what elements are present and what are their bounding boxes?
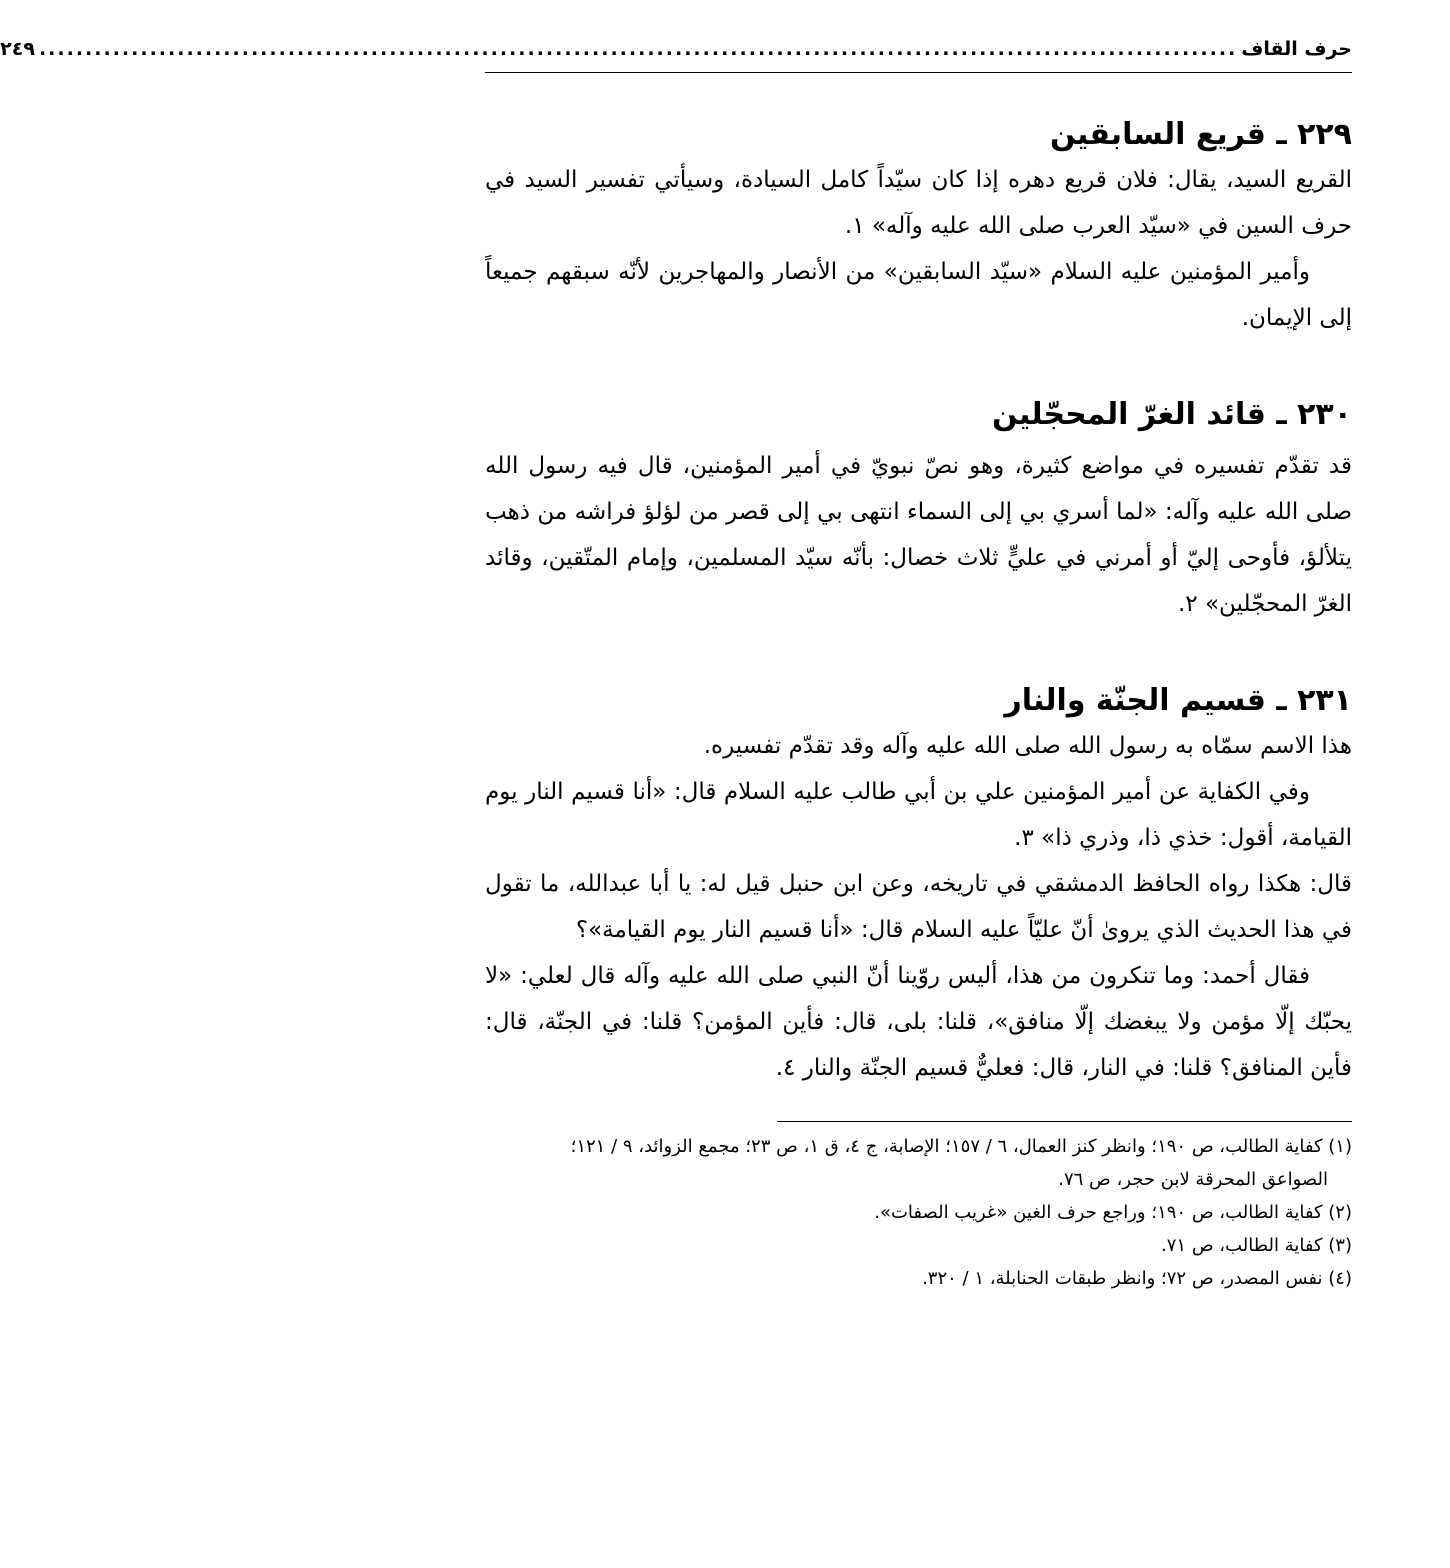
page-number: ٢٤٩ bbox=[0, 38, 35, 60]
footnote-separator bbox=[777, 1121, 1352, 1122]
footnote: (١) كفاية الطالب، ص ١٩٠؛ وانظر كنز العمال، ٦ / ١٥٧؛ الإصابة، ج ٤، ق ١، ص ٢٣؛ مجمع الزوائد، ٩ / ١٢١؛ bbox=[570, 1136, 1352, 1157]
entry-229 bbox=[485, 113, 1352, 341]
footnote: الصواعق المحرقة لابن حجر، ص ٧٦. bbox=[1058, 1169, 1328, 1190]
header-leader-dots: .................................................................................................................................. bbox=[38, 38, 1238, 60]
footnote: (٣) كفاية الطالب، ص ٧١. bbox=[1161, 1235, 1352, 1256]
footnote: (٤) نفس المصدر، ص ٧٢؛ وانظر طبقات الحنابلة، ١ / ٣٢٠. bbox=[922, 1268, 1352, 1289]
paragraph: القريع السيد، يقال: فلان قريع دهره إذا كان سيّداً كامل السيادة، وسيأتي تفسير السيد في حرف السين في «سيّد العرب صلى الله عليه وآله» ١. bbox=[485, 167, 1352, 239]
paragraph: قال: هكذا رواه الحافظ الدمشقي في تاريخه، وعن ابن حنبل قيل له: يا أبا عبدالله، ما تقول في هذا الحديث الذي يروىٰ أنّ عليّاً عليه السلام قال: «أنا قسيم النار يوم القيامة»؟ bbox=[485, 871, 1352, 943]
entry-230 bbox=[485, 393, 1352, 627]
entry-title: ٢٣١ ـ قسيم الجنّة والنار bbox=[1004, 683, 1352, 718]
running-header bbox=[0, 38, 1352, 73]
entry-title: ٢٣٠ ـ قائد الغرّ المحجّلين bbox=[991, 397, 1352, 432]
paragraph: هذا الاسم سمّاه به رسول الله صلى الله عليه وآله وقد تقدّم تفسيره. bbox=[703, 733, 1352, 759]
paragraph: فقال أحمد: وما تنكرون من هذا، أليس روّينا أنّ النبي صلى الله عليه وآله قال لعلي: «لا يحبّك إلّا مؤمن ولا يبغضك إلّا منافق»، قلنا: بلى، قال: فأين المؤمن؟ قلنا: في الجنّة، قال: فأين المنافق؟ قلنا: في النار، قال: فعليٌّ قسيم الجنّة والنار ٤. bbox=[485, 963, 1352, 1081]
footnote: (٢) كفاية الطالب، ص ١٩٠؛ وراجع حرف الغين «غريب الصفات». bbox=[874, 1202, 1352, 1223]
paragraph: قد تقدّم تفسيره في مواضع كثيرة، وهو نصّ نبويّ في أمير المؤمنين، قال فيه رسول الله صلى الله عليه وآله: «لما أسري بي إلى السماء انتهى بي إلى قصر من لؤلؤ فراشه من ذهب يتلألؤ، فأوحى إليّ أو أمرني في عليٍّ ثلاث خصال: بأنّه سيّد المسلمين، وإمام المتّقين، وقائد الغرّ المحجّلين» ٢. bbox=[485, 453, 1352, 617]
paragraph: وأمير المؤمنين عليه السلام «سيّد السابقين» من الأنصار والمهاجرين لأنّه سبقهم جميعاً إلى الإيمان. bbox=[485, 259, 1352, 331]
footnotes bbox=[485, 1121, 1352, 1295]
header-title: حرف القاف bbox=[1241, 38, 1352, 60]
paragraph: وفي الكفاية عن أمير المؤمنين علي بن أبي طالب عليه السلام قال: «أنا قسيم النار يوم القيامة، أقول: خذي ذا، وذري ذا» ٣. bbox=[485, 779, 1352, 851]
entry-231 bbox=[485, 679, 1352, 1091]
entry-title: ٢٢٩ ـ قريع السابقين bbox=[1049, 117, 1352, 152]
